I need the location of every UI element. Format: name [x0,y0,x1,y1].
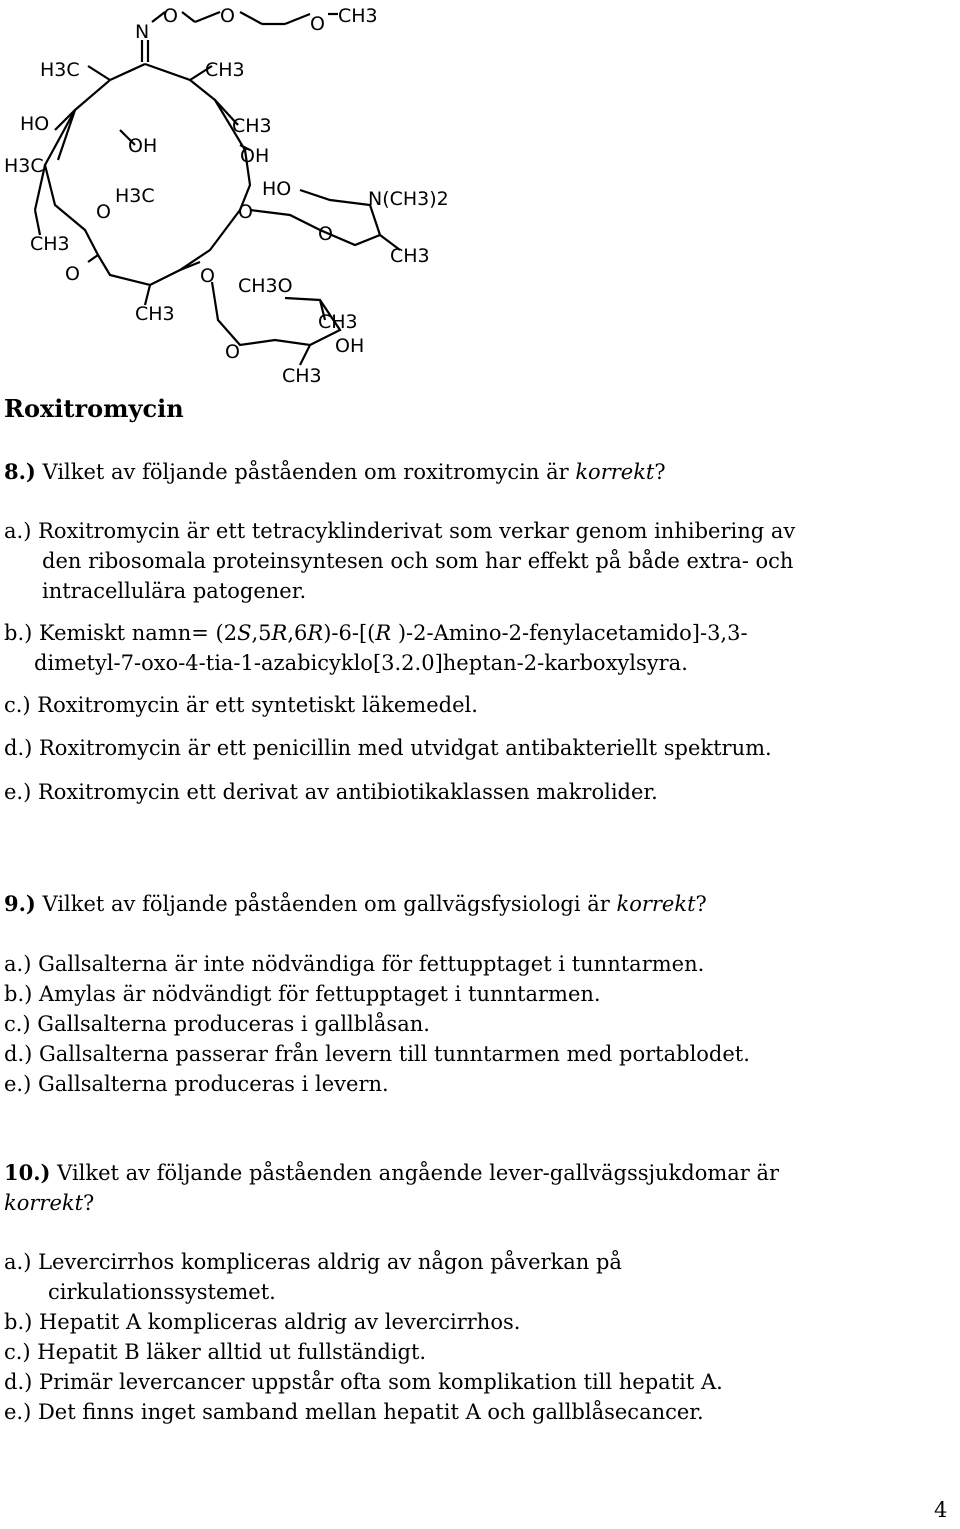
label-o-sugar1: O [318,223,333,245]
label-oh-3: OH [335,335,365,357]
question-10-line2 [4,1190,94,1216]
question-end: ? [654,460,666,484]
option-9e: e.) Gallsalterna produceras i levern. [4,1072,389,1096]
question-emphasis: korrekt [4,1191,84,1215]
label-o2: O [220,5,235,27]
label-o-sugar2: O [225,341,240,363]
label-o1: O [163,5,178,27]
option-10a-line1: a.) Levercirrhos kompliceras aldrig av någon påverkan på [4,1250,622,1274]
section-title: Roxitromycin [4,394,184,423]
label-o3: O [310,13,325,35]
question-end: ? [83,1191,95,1215]
option-9b: b.) Amylas är nödvändigt för fettupptaget i tunntarmen. [4,982,601,1006]
option-10e: e.) Det finns inget samband mellan hepatit A och gallblåsecancer. [4,1400,704,1424]
page-number: 4 [934,1498,948,1522]
question-text: Vilket av följande påståenden om gallvägsfysiologi är [35,892,617,916]
label-o-ring2: O [238,201,253,223]
option-8b-line2: dimetyl-7-oxo-4-tia-1-azabicyklo[3.2.0]heptan-2-karboxylsyra. [34,651,688,675]
question-9 [4,891,707,917]
question-number: 9.) [4,891,36,916]
label-ho-1: HO [20,113,50,135]
label-ch3-1: CH3 [205,59,245,81]
label-ch3-6: CH3 [318,311,358,333]
option-8b-line1: b.) Kemiskt namn= (2S,5R,6R)-6-[(R )-2-Amino-2-fenylacetamido]-3,3- [4,621,748,645]
option-10a-line2: cirkulationssystemet. [48,1280,276,1304]
option-10c: c.) Hepatit B läker alltid ut fullständigt. [4,1340,427,1364]
question-text: Vilket av följande påståenden angående lever-gallvägssjukdomar är [50,1161,780,1185]
label-ch3-3: CH3 [30,233,70,255]
question-number: 10.) [4,1160,51,1185]
label-ch3-5: CH3 [135,303,175,325]
label-o-ring1: O [96,201,111,223]
question-8 [4,459,666,485]
label-ch3-7: CH3 [282,365,322,387]
option-8a-line2: den ribosomala proteinsyntesen och som har effekt på både extra- och [42,549,794,573]
option-10b: b.) Hepatit A kompliceras aldrig av levercirrhos. [4,1310,521,1334]
option-8c: c.) Roxitromycin är ett syntetiskt läkemedel. [4,693,478,717]
label-nme2: N(CH3)2 [368,188,449,210]
label-h3c-2: H3C [4,155,44,177]
label-n: N [135,21,150,43]
question-emphasis: korrekt [575,460,655,484]
question-emphasis: korrekt [616,892,696,916]
roxithromycin-structure [0,0,480,395]
label-ch3-4: CH3 [390,245,430,267]
label-o-ring3: O [200,265,215,287]
label-ho-2: HO [262,178,292,200]
option-8e: e.) Roxitromycin ett derivat av antibiotikaklassen makrolider. [4,780,658,804]
question-10 [4,1160,779,1186]
option-9c: c.) Gallsalterna produceras i gallblåsan. [4,1012,430,1036]
label-h3c-1: H3C [40,59,80,81]
option-10d: d.) Primär levercancer uppstår ofta som komplikation till hepatit A. [4,1370,723,1394]
label-ch3-2: CH3 [232,115,272,137]
label-ch3-top: CH3 [338,5,378,27]
option-8a-line1: a.) Roxitromycin är ett tetracyklinderivat som verkar genom inhibering av [4,519,796,543]
label-oh-2: OH [240,145,270,167]
option-9d: d.) Gallsalterna passerar från levern till tunntarmen med portablodet. [4,1042,750,1066]
label-h3c-3: H3C [115,185,155,207]
label-ch3o: CH3O [238,275,293,297]
question-number: 8.) [4,459,36,484]
label-o-keto: O [65,263,80,285]
question-end: ? [695,892,707,916]
label-oh-1: OH [128,135,158,157]
question-text: Vilket av följande påståenden om roxitromycin är [35,460,576,484]
option-8a-line3: intracellulära patogener. [42,579,307,603]
option-9a: a.) Gallsalterna är inte nödvändiga för fettupptaget i tunntarmen. [4,952,705,976]
option-8d: d.) Roxitromycin är ett penicillin med utvidgat antibakteriellt spektrum. [4,736,772,760]
